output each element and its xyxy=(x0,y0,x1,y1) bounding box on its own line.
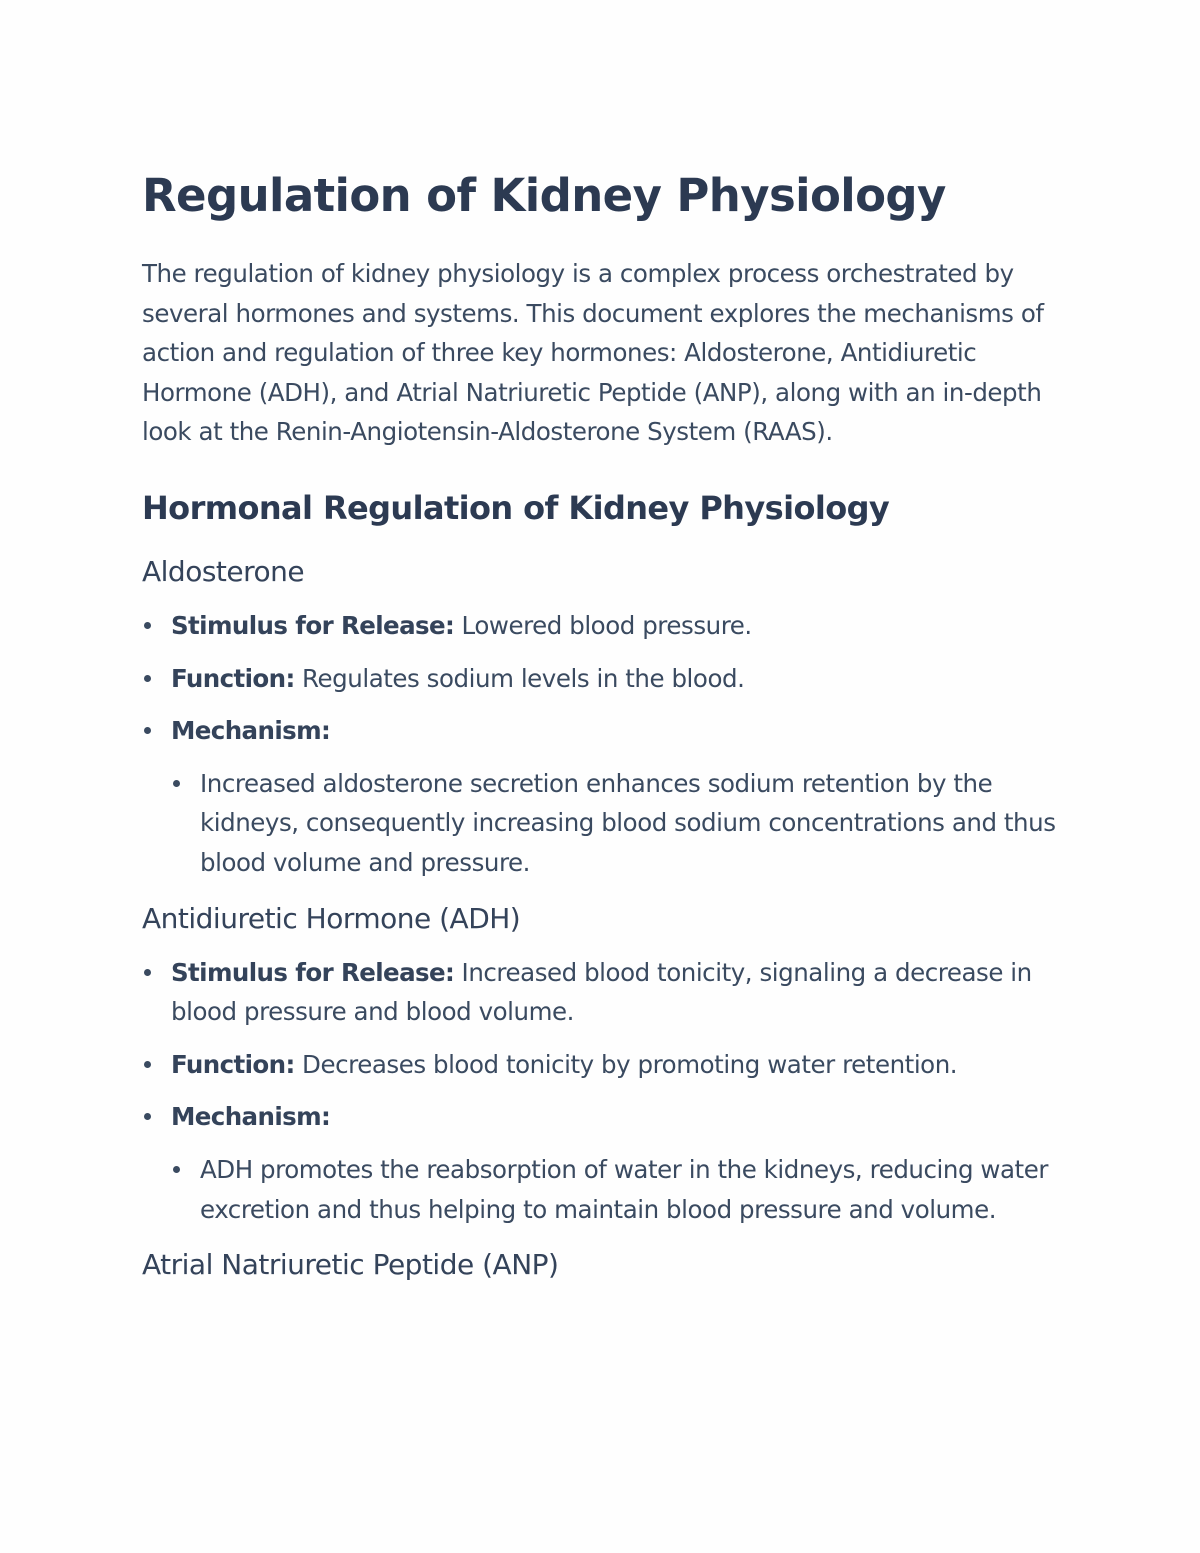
anp-heading: Atrial Natriuretic Peptide (ANP) xyxy=(142,1248,559,1282)
intro-paragraph: The regulation of kidney physiology is a complex process orchestrated by several hormones and systems. This document explores the mechanisms of action and regulation of three key hormones: Aldosterone, Antidiuretic Hormone (ADH), and Atrial Natriuretic Peptide (ANP), along with an in-depth look at the Renin-Angiotensin-Aldosterone System (RAAS). xyxy=(142,259,1044,447)
adh-stimulus-text: Increased blood tonicity, signaling a decrease in blood pressure and blood volume. xyxy=(171,957,1032,1027)
aldosterone-heading: Aldosterone xyxy=(142,554,305,588)
adh-mechanism-detail: ADH promotes the reabsorption of water in the kidneys, reducing water excretion and thus helping to maintain blood pressure and volume. xyxy=(171,1150,1058,1229)
aldosterone-stimulus-item xyxy=(142,606,1058,646)
adh-stimulus-label: Stimulus for Release: xyxy=(171,957,455,987)
adh-function-text: Decreases blood tonicity by promoting water retention. xyxy=(294,1049,958,1079)
aldosterone-function-item xyxy=(142,659,1058,699)
aldosterone-stimulus-text: Lowered blood pressure. xyxy=(454,610,752,640)
adh-function-item xyxy=(142,1045,1058,1085)
adh-mechanism-label: Mechanism: xyxy=(171,1102,331,1132)
section-heading: Hormonal Regulation of Kidney Physiology xyxy=(142,488,890,527)
adh-mechanism-item xyxy=(142,1097,1058,1229)
aldosterone-list xyxy=(142,606,1058,883)
document-content xyxy=(142,168,1058,1285)
aldosterone-mechanism-item xyxy=(142,711,1058,882)
aldosterone-mechanism-label: Mechanism: xyxy=(171,716,331,746)
adh-list xyxy=(142,953,1058,1230)
adh-heading: Antidiuretic Hormone (ADH) xyxy=(142,901,521,935)
aldosterone-function-label: Function: xyxy=(171,663,295,693)
aldosterone-mechanism-sublist xyxy=(171,764,1058,883)
aldosterone-function-text: Regulates sodium levels in the blood. xyxy=(294,663,745,693)
page-title: Regulation of Kidney Physiology xyxy=(142,169,946,222)
adh-function-label: Function: xyxy=(171,1049,295,1079)
adh-mechanism-sublist xyxy=(171,1150,1058,1229)
adh-stimulus-item xyxy=(142,953,1058,1032)
aldosterone-mechanism-detail: Increased aldosterone secretion enhances sodium retention by the kidneys, consequently increasing blood sodium concentrations and thus blood volume and pressure. xyxy=(171,764,1058,883)
aldosterone-stimulus-label: Stimulus for Release: xyxy=(171,610,455,640)
